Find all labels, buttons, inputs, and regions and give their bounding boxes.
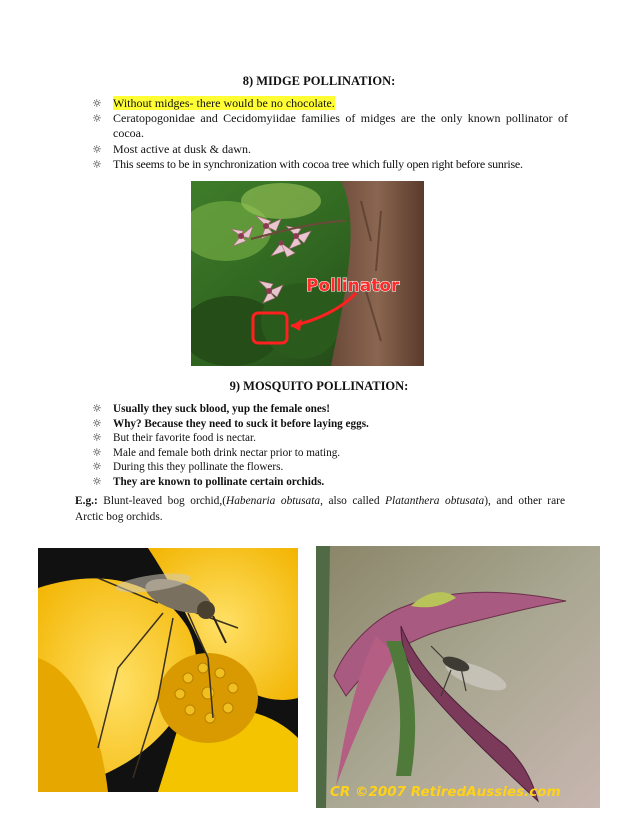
list-item (92, 475, 568, 490)
species-name: Platanthera obtusata (385, 495, 485, 507)
list-item-text: This seems to be in synchronization with cocoa tree which fully open right before sunrise. (113, 156, 523, 171)
pollinator-label: Pollinator (306, 276, 400, 296)
list-item (92, 96, 568, 111)
list-item-text: They are known to pollinate certain orchids. (113, 475, 325, 488)
sun-bullet-icon: ☼ (92, 460, 102, 474)
list-item-text: Most active at dusk & dawn. (113, 141, 251, 156)
list-item (92, 460, 568, 475)
list-item (92, 402, 568, 417)
section-heading-mosquito: 9) MOSQUITO POLLINATION: (229, 379, 409, 393)
cocoa-flower-photo (191, 181, 424, 366)
mosquito-bullet-list (92, 402, 568, 490)
photo-credit: CR ©2007 RetiredAussies.com (330, 784, 561, 800)
example-paragraph (75, 494, 565, 525)
sun-bullet-icon: ☼ (92, 402, 102, 415)
sun-bullet-icon: ☼ (92, 97, 102, 110)
list-item (92, 157, 568, 172)
example-text: ), and other rare Arctic bog orchids. (75, 495, 566, 523)
list-item-text: Why? Because they need to suck it before laying eggs. (113, 417, 369, 430)
example-text: Blunt-leaved bog orchid,( (97, 495, 226, 507)
sun-bullet-icon: ☼ (92, 431, 102, 445)
sun-bullet-icon: ☼ (92, 416, 102, 430)
list-item-text: During this they pollinate the flowers. (113, 461, 284, 474)
bog-orchid-photo (316, 546, 600, 808)
mosquito-on-flower-photo (38, 548, 298, 792)
list-item (92, 431, 568, 446)
list-item (92, 446, 568, 461)
sun-bullet-icon: ☼ (92, 445, 102, 459)
example-text: , also called (320, 495, 386, 507)
list-item (92, 111, 568, 141)
sun-bullet-icon: ☼ (92, 157, 102, 171)
midge-bullet-list (92, 96, 568, 172)
list-item (92, 417, 568, 432)
list-item-text: But their favorite food is nectar. (113, 432, 256, 445)
highlighted-text: Without midges- there would be no chocolate. (113, 96, 335, 110)
list-item (92, 142, 568, 157)
example-label: E.g.: (75, 495, 98, 507)
sun-bullet-icon: ☼ (92, 112, 102, 126)
list-item-text: Ceratopogonidae and Cecidomyiidae families of midges are the only known pollinator of cocoa. (113, 111, 568, 141)
sun-bullet-icon: ☼ (92, 142, 102, 156)
sun-bullet-icon: ☼ (92, 474, 102, 488)
section-heading-midge: 8) MIDGE POLLINATION: (242, 74, 396, 88)
list-item-text: Usually they suck blood, yup the female ones! (113, 403, 330, 415)
list-item-text: Male and female both drink nectar prior to mating. (113, 446, 341, 459)
species-name: Habenaria obtusata (226, 495, 321, 507)
